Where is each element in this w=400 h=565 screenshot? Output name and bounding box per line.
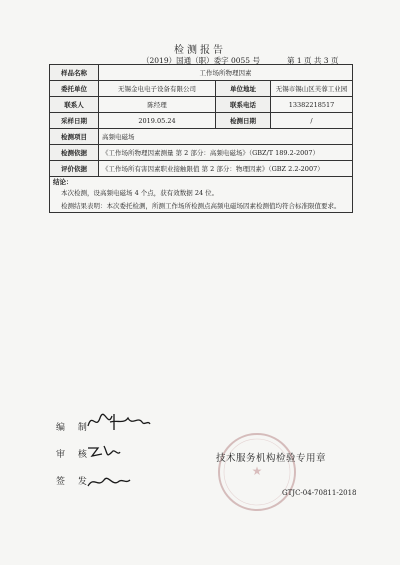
official-seal [216, 431, 298, 513]
conclusion-label: 结论： [53, 178, 73, 186]
report-number: （2019）国通（职）委字 0055 号 [142, 56, 260, 65]
info-table [49, 64, 353, 213]
conclusion-line-1: 本次检测，设高频电磁场 4 个点，获有效数据 24 位。 [61, 189, 219, 197]
sample-name-value: 工作场所物理因素 [99, 65, 353, 81]
sample-name-label: 样品名称 [50, 65, 99, 81]
row-basis [50, 145, 353, 161]
phone-label: 联系电话 [216, 97, 271, 113]
compile-signature [84, 408, 154, 436]
eval-label: 评价依据 [50, 161, 99, 177]
row-sample-name [50, 65, 353, 81]
svg-text:★: ★ [251, 464, 263, 478]
page-info: 第 1 页 共 3 页 [287, 56, 339, 65]
sampling-date-label: 采样日期 [50, 113, 99, 129]
row-eval [50, 161, 353, 177]
client-value: 无锡金电电子设备有限公司 [99, 81, 216, 97]
row-client [50, 81, 353, 97]
unit-addr-label: 单位地址 [216, 81, 271, 97]
row-dates [50, 113, 353, 129]
row-contact [50, 97, 353, 113]
compile-label: 编 制 [56, 423, 92, 433]
review-signature [84, 440, 124, 462]
phone-value: 13382218517 [271, 97, 353, 113]
basis-value: 《工作场所物理因素测量 第 2 部分：高频电磁场》（GBZ/T 189.2-2007） [99, 145, 353, 161]
contact-label: 联系人 [50, 97, 99, 113]
eval-value: 《工作场所有害因素职业接触限值 第 2 部分：物理因素》（GBZ 2.2-2007） [99, 161, 353, 177]
row-item [50, 129, 353, 145]
row-conclusion [50, 177, 353, 213]
issue-signature [84, 468, 134, 492]
seal-caption: 技术服务机构检验专用章 [216, 453, 327, 464]
item-label: 检测项目 [50, 129, 99, 145]
sampling-date-value: 2019.05.24 [99, 113, 216, 129]
issue-label: 签 发 [56, 477, 92, 487]
item-value: 高频电磁场 [99, 129, 353, 145]
report-title: 检测报告 [174, 45, 226, 56]
review-label: 审 核 [56, 450, 92, 460]
test-date-label: 检测日期 [216, 113, 271, 129]
client-label: 委托单位 [50, 81, 99, 97]
conclusion-line-2: 检测结果表明：本次委托检测，所测工作场所检测点高频电磁场因素检测值均符合标准限值要求。 [61, 201, 341, 210]
conclusion-cell [50, 177, 353, 213]
doc-code: GTJC-04-70811-2018 [282, 489, 357, 497]
contact-value: 陈经理 [99, 97, 216, 113]
test-date-value: / [271, 113, 353, 129]
unit-addr-value: 无锡市锡山区芙蓉工业园 [271, 81, 353, 97]
basis-label: 检测依据 [50, 145, 99, 161]
